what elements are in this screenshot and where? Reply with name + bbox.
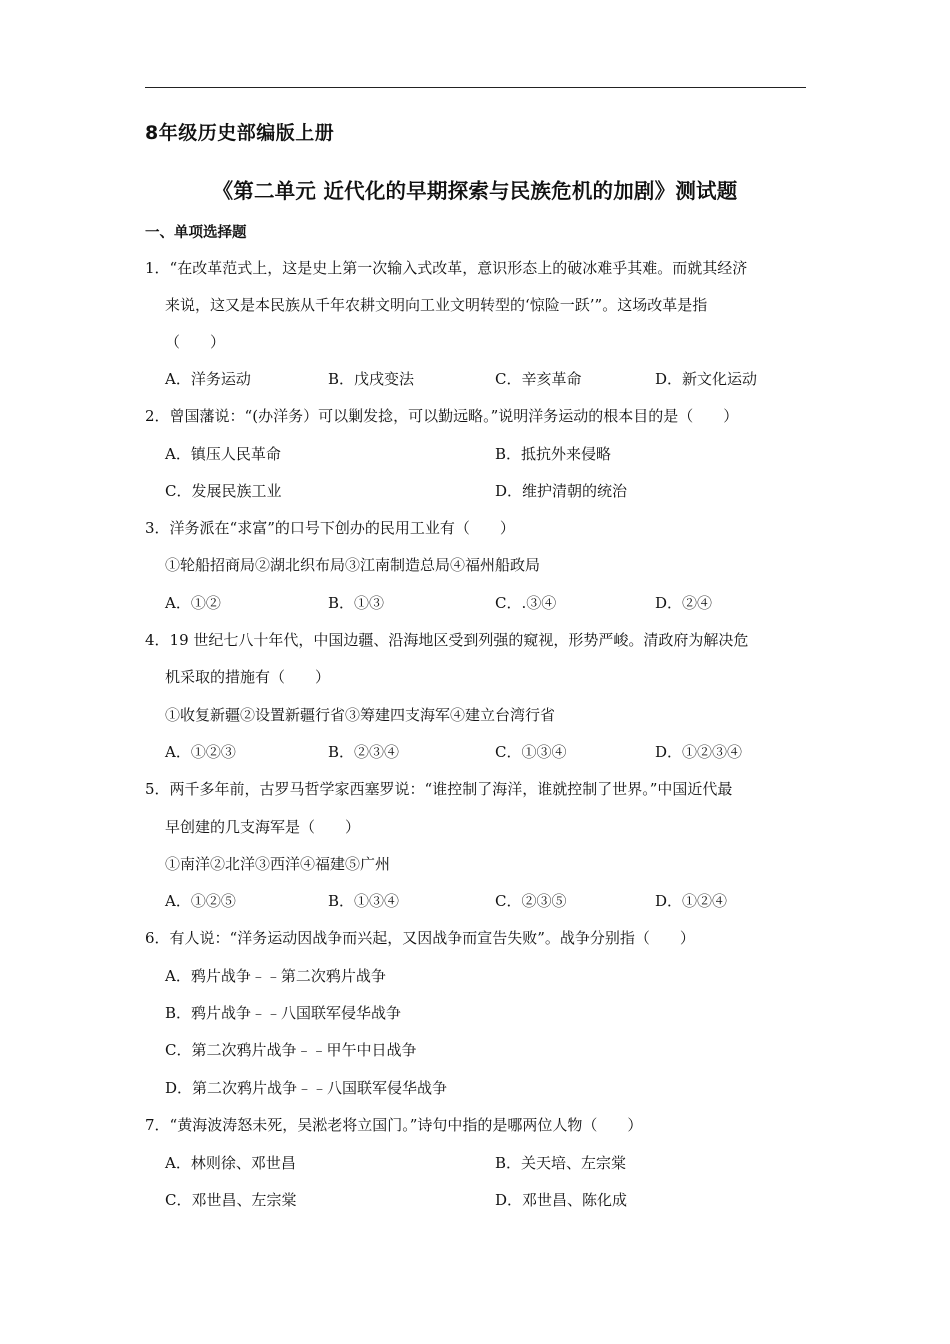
question-4-line-1: 4．19 世纪七八十年代，中国边疆、沿海地区受到列强的窥视，形势严峻。清政府为解决危	[145, 631, 749, 649]
question-5-line-3: ①南洋②北洋③西洋④福建⑤广州	[165, 855, 391, 873]
question-4-option-c[interactable]: C．①③④	[495, 743, 567, 761]
question-3-option-a[interactable]: A．①②	[165, 594, 221, 612]
question-4-option-a[interactable]: A．①②③	[165, 743, 236, 761]
question-4-line-2: 机采取的措施有（ ）	[165, 668, 331, 686]
question-7-option-d[interactable]: D．邓世昌、陈化成	[495, 1191, 628, 1209]
question-1-line-3: （ ）	[165, 333, 226, 351]
question-6-line-1: 6．有人说：“洋务运动因战争而兴起，又因战争而宣告失败”。战争分别指（ ）	[145, 929, 695, 947]
question-2-option-b[interactable]: B．抵抗外来侵略	[495, 445, 612, 463]
question-6-option-b[interactable]: B．鸦片战争﹣﹣八国联军侵华战争	[165, 1004, 402, 1022]
question-4-option-b[interactable]: B．②③④	[328, 743, 400, 761]
question-3-option-b[interactable]: B．①③	[328, 594, 385, 612]
document-title: 8年级历史部编版上册	[145, 122, 335, 144]
question-5-option-a[interactable]: A．①②⑤	[165, 892, 236, 910]
question-7-option-a[interactable]: A．林则徐、邓世昌	[165, 1154, 296, 1172]
question-3-option-d[interactable]: D．②④	[655, 594, 713, 612]
question-7-option-c[interactable]: C．邓世昌、左宗棠	[165, 1191, 297, 1209]
question-1-option-c[interactable]: C．辛亥革命	[495, 370, 582, 388]
question-1-option-d[interactable]: D．新文化运动	[655, 370, 758, 388]
question-5-line-2: 早创建的几支海军是（ ）	[165, 818, 361, 836]
question-5-line-1: 5．两千多年前，古罗马哲学家西塞罗说：“谁控制了海洋，谁就控制了世界。”中国近代最	[145, 780, 733, 798]
question-2-option-a[interactable]: A．镇压人民革命	[165, 445, 281, 463]
question-1-option-a[interactable]: A．洋务运动	[165, 370, 251, 388]
question-3-line-1: 3．洋务派在“求富”的口号下创办的民用工业有（ ）	[145, 519, 515, 537]
section-heading: 一、单项选择题	[145, 225, 247, 241]
question-5-option-c[interactable]: C．②③⑤	[495, 892, 567, 910]
question-1-line-1: 1．“在改革范式上，这是史上第一次输入式改革，意识形态上的破冰难乎其难。而就其经济	[145, 259, 748, 277]
question-2-line-1: 2．曾国藩说：“(办洋务）可以剿发捻，可以勤远略。”说明洋务运动的根本目的是（ ）	[145, 407, 739, 425]
document-subtitle: 《第二单元 近代化的早期探索与民族危机的加剧》测试题	[212, 179, 738, 203]
question-6-option-a[interactable]: A．鸦片战争﹣﹣第二次鸦片战争	[165, 967, 386, 985]
question-1-option-b[interactable]: B．戊戌变法	[328, 370, 415, 388]
question-1-line-2: 来说，这又是本民族从千年农耕文明向工业文明转型的‘惊险一跃’”。这场改革是指	[165, 296, 708, 314]
header-rule	[145, 87, 806, 88]
question-6-option-c[interactable]: C．第二次鸦片战争﹣﹣甲午中日战争	[165, 1041, 417, 1059]
question-2-option-d[interactable]: D．维护清朝的统治	[495, 482, 628, 500]
question-7-line-1: 7．“黄海波涛怒未死，吴淞老将立国门。”诗句中指的是哪两位人物（ ）	[145, 1116, 643, 1134]
question-5-option-d[interactable]: D．①②④	[655, 892, 728, 910]
question-4-line-3: ①收复新疆②设置新疆行省③筹建四支海军④建立台湾行省	[165, 706, 556, 724]
question-7-option-b[interactable]: B．关天培、左宗棠	[495, 1154, 627, 1172]
question-3-line-2: ①轮船招商局②湖北织布局③江南制造总局④福州船政局	[165, 556, 541, 574]
question-3-option-c[interactable]: C．.③④	[495, 594, 557, 612]
question-5-option-b[interactable]: B．①③④	[328, 892, 400, 910]
question-2-option-c[interactable]: C．发展民族工业	[165, 482, 282, 500]
question-4-option-d[interactable]: D．①②③④	[655, 743, 743, 761]
question-6-option-d[interactable]: D．第二次鸦片战争﹣﹣八国联军侵华战争	[165, 1079, 448, 1097]
